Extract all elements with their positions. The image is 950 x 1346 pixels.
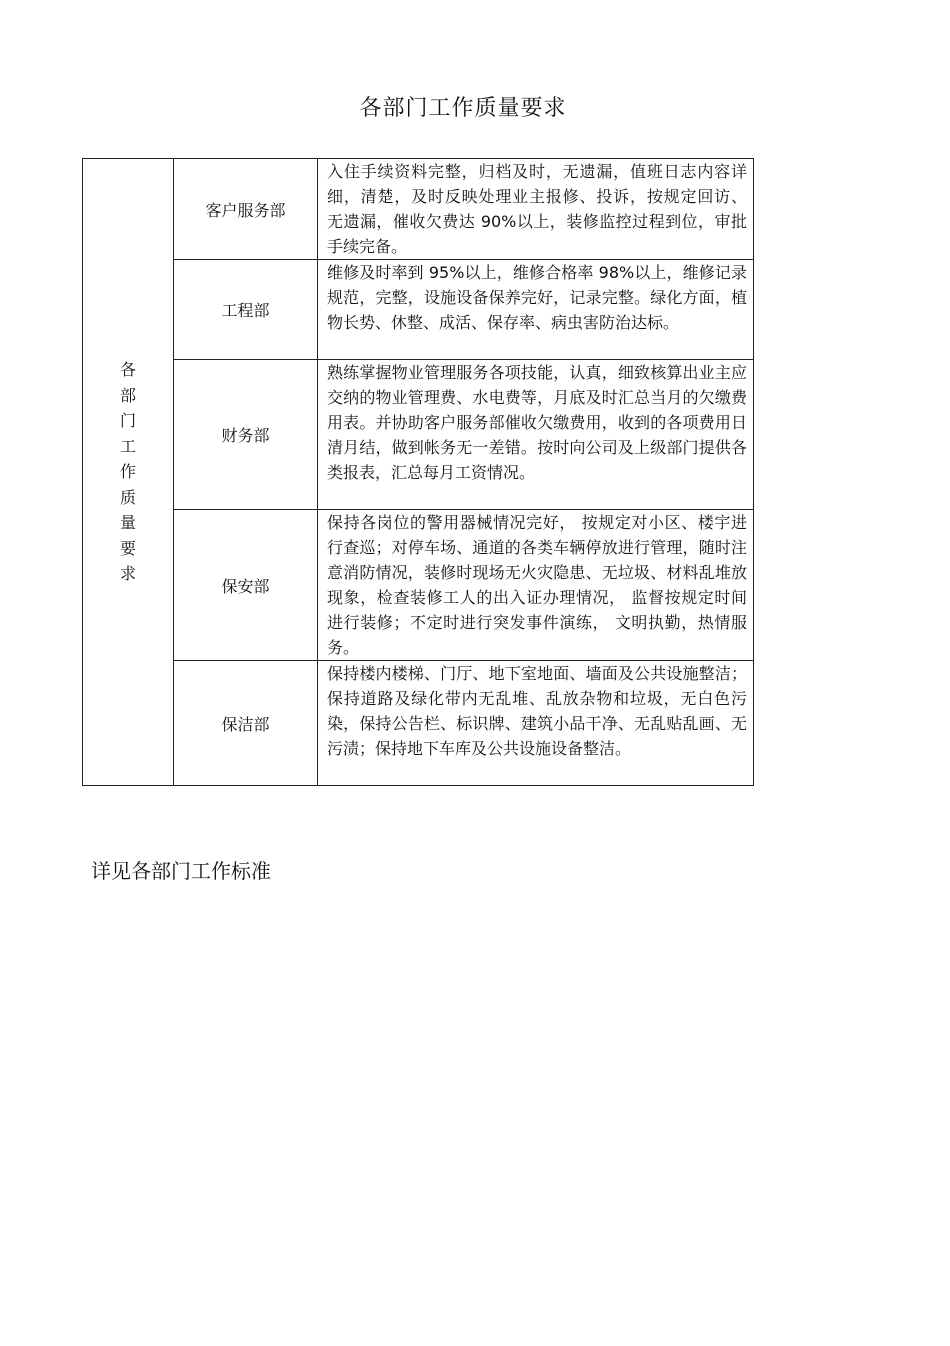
table-row — [83, 510, 754, 661]
department-name: 客户服务部 — [174, 159, 318, 260]
footer-note: 详见各部门工作标准 — [91, 859, 271, 883]
department-requirement: 入住手续资料完整，归档及时，无遗漏，值班日志内容详细，清楚，及时反映处理业主报修、投诉，按规定回访、 无遗漏，催收欠费达 90%以上，装修监控过程到位，审批手续完备。 — [318, 159, 754, 260]
page-title: 各部门工作质量要求 — [359, 96, 567, 121]
department-name: 工程部 — [174, 260, 318, 360]
department-requirement: 维修及时率到 95%以上，维修合格率 98%以上，维修记录规范，完整，设施设备保养完好，记录完整。绿化方面，植物长势、休整、成活、保存率、病虫害防治达标。 — [318, 260, 754, 360]
department-name: 财务部 — [174, 360, 318, 510]
department-name: 保安部 — [174, 510, 318, 661]
table-row — [83, 360, 754, 510]
section-label: 各部门工作质量要求 — [119, 360, 136, 584]
table-row — [83, 260, 754, 360]
department-requirement: 熟练掌握物业管理服务各项技能，认真，细致核算出业主应交纳的物业管理费、水电费等，月底及时汇总当月的欠缴费用表。并协助客户服务部催收欠缴费用，收到的各项费用日清月结，做到帐务无一差错。按时向公司及上级部门提供各类报表，汇总每月工资情况。 — [318, 360, 754, 510]
department-requirement: 保持楼内楼梯、门厅、地下室地面、墙面及公共设施整洁；保持道路及绿化带内无乱堆、乱放杂物和垃圾，无白色污染，保持公告栏、标识牌、建筑小品干净、无乱贴乱画、无污渍；保持地下车库及公共设施设备整洁。 — [318, 661, 754, 786]
table-row — [83, 159, 754, 260]
quality-requirements-table — [82, 158, 754, 786]
department-name: 保洁部 — [174, 661, 318, 786]
section-label-cell — [83, 159, 174, 786]
table-row — [83, 661, 754, 786]
department-requirement: 保持各岗位的警用器械情况完好， 按规定对小区、楼宇进行查巡；对停车场、通道的各类车辆停放进行管理，随时注意消防情况，装修时现场无火灾隐患、无垃圾、材料乱堆放现象，检查装修工人的出入证办理情况， 监督按规定时间进行装修；不定时进行突发事件演练， 文明执勤，热情服务。 — [318, 510, 754, 661]
